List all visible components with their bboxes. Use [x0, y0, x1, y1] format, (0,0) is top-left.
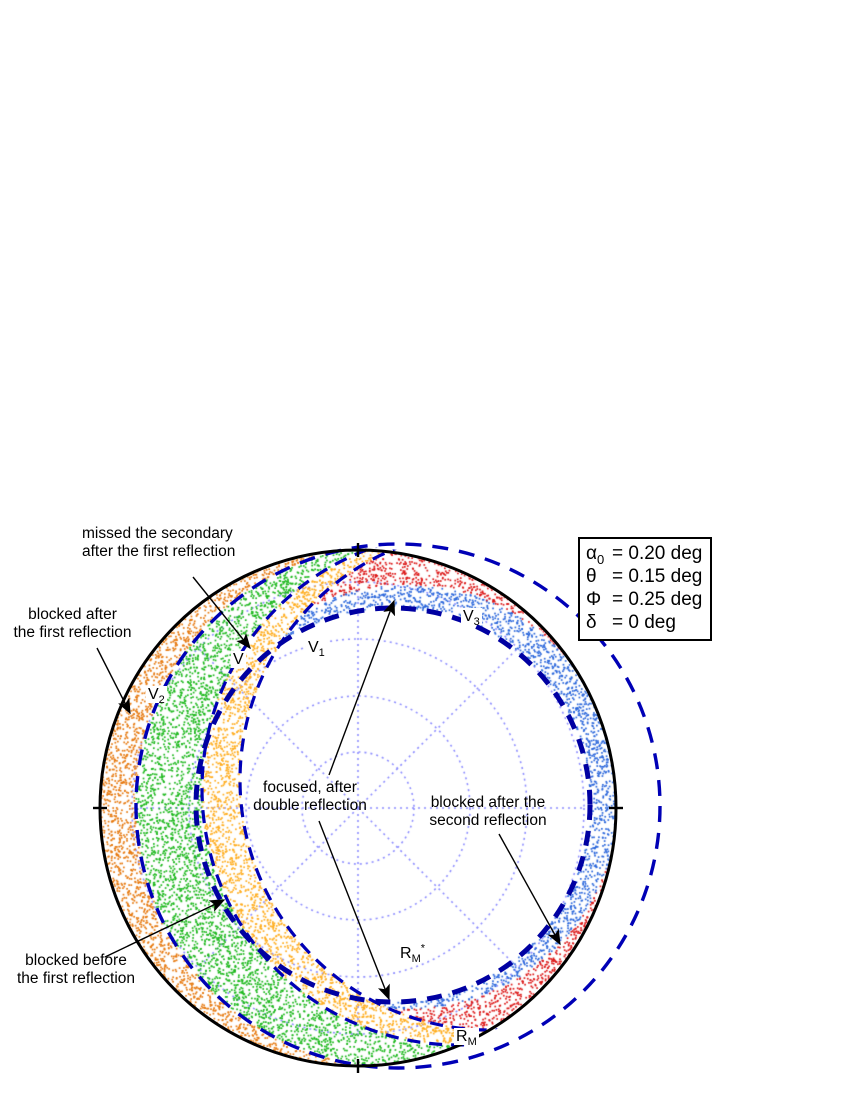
annotation-line: blocked after the — [430, 794, 546, 811]
annotation-focused — [243, 779, 377, 815]
label-V: V — [233, 651, 244, 668]
param-delta: δ = 0 deg — [586, 612, 676, 633]
annotation-line: blocked after — [28, 606, 117, 623]
annotation-line: second reflection — [429, 812, 547, 829]
leader-arrow — [97, 648, 130, 713]
annotation-line: focused, after — [263, 779, 357, 796]
annotation-line: blocked before — [25, 952, 127, 969]
annotation-line: the first reflection — [13, 624, 132, 641]
parameter-box — [578, 537, 712, 641]
annotation-line: the first reflection — [16, 970, 136, 987]
annotation-blocked-before-first — [8, 952, 144, 988]
leader-arrow — [499, 834, 560, 944]
param-phi: Φ = 0.25 deg — [586, 589, 703, 610]
label-RM-star: $R_M^*$ — [400, 942, 426, 966]
param-alpha0: $\alpha_0$ = 0.20 deg — [586, 543, 703, 567]
label-RM: $R_M$ — [456, 1028, 477, 1049]
label-V1: $V_1$ — [308, 639, 325, 660]
label-V2: $V_2$ — [148, 686, 165, 707]
annotation-blocked-after-second — [418, 794, 558, 830]
param-theta: θ = 0.15 deg — [586, 566, 703, 587]
annotation-missed-secondary — [82, 525, 235, 561]
label-V3: $V_3$ — [463, 608, 480, 629]
annotation-line: after the first reflection — [82, 543, 236, 560]
annotation-line: missed the secondary — [82, 525, 233, 542]
annotation-line: double reflection — [253, 797, 367, 814]
leader-arrow — [329, 601, 394, 775]
leader-arrow — [105, 900, 224, 957]
leader-arrow — [319, 821, 389, 999]
annotation-blocked-after-first — [5, 606, 140, 642]
